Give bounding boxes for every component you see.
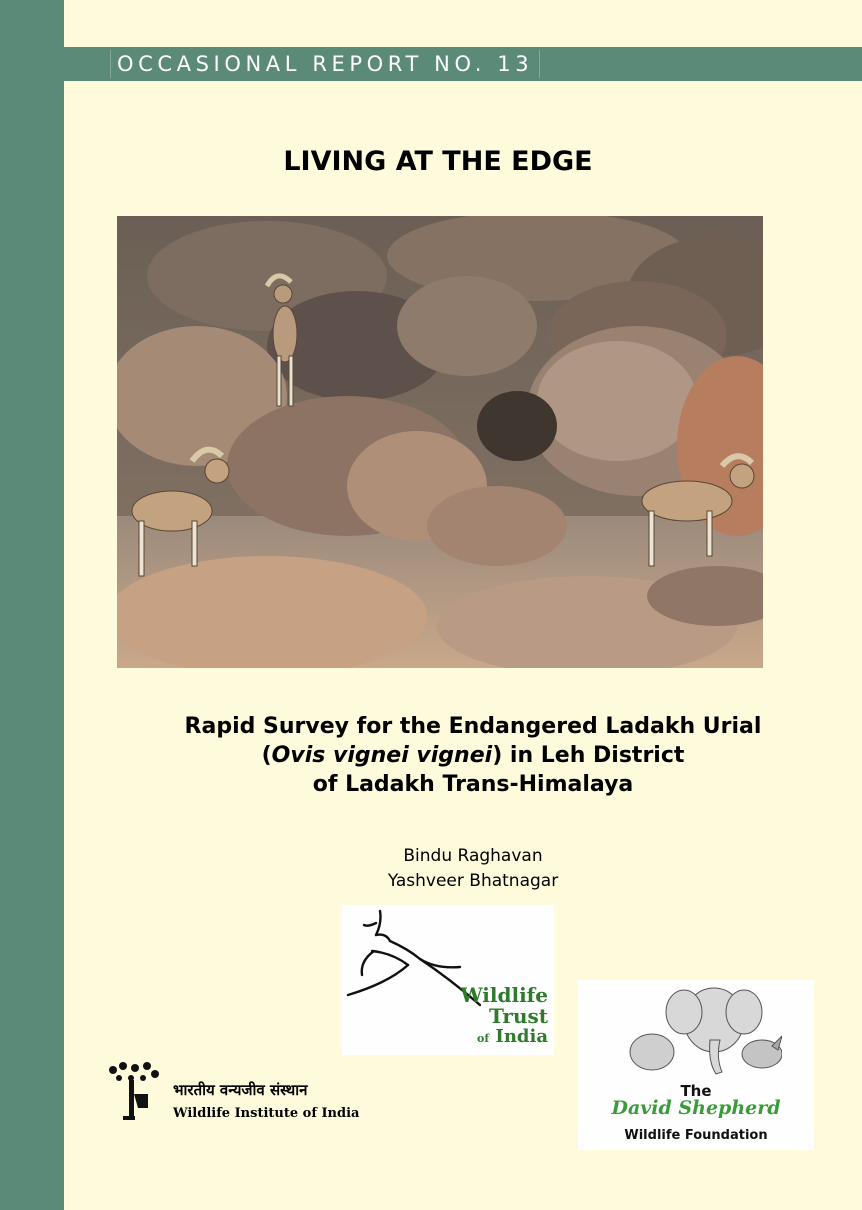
author-name: Yashveer Bhatnagar [387, 871, 559, 891]
wii-english-name: Wildlife Institute of India [173, 1106, 360, 1121]
cover-spine-band [0, 0, 64, 1210]
tree-emblem-icon [103, 1060, 163, 1124]
dsw-name: David Shepherd [611, 1097, 781, 1119]
wildlife-trust-of-india-logo [342, 905, 554, 1055]
subtitle-line-1: Rapid Survey for the Endangered Ladakh Urial [184, 714, 762, 739]
report-subtitle [64, 712, 862, 799]
dsw-the: The [680, 1082, 712, 1100]
species-name: Ovis vignei vignei [271, 743, 493, 768]
wti-wordmark: Wildlife Trust of India [460, 983, 548, 1047]
cover-photo-urial-on-rocks [117, 216, 763, 668]
author-list [64, 844, 862, 894]
author-name: Bindu Raghavan [403, 846, 543, 866]
report-title: LIVING AT THE EDGE [283, 146, 593, 177]
series-label: OCCASIONAL REPORT NO. 13 [110, 50, 540, 78]
david-shepherd-wildlife-foundation-logo [578, 980, 814, 1150]
elephant-tiger-rhino-icon [622, 980, 782, 1080]
dsw-foundation: Wildlife Foundation [624, 1128, 768, 1143]
wildlife-institute-of-india-logo [103, 1060, 403, 1130]
wii-hindi-name: भारतीय वन्यजीव संस्थान [173, 1081, 308, 1099]
subtitle-line-3: of Ladakh Trans-Himalaya [312, 772, 634, 797]
series-banner [64, 47, 862, 81]
subtitle-line-2: (Ovis vignei vignei) in Leh District [261, 743, 685, 768]
